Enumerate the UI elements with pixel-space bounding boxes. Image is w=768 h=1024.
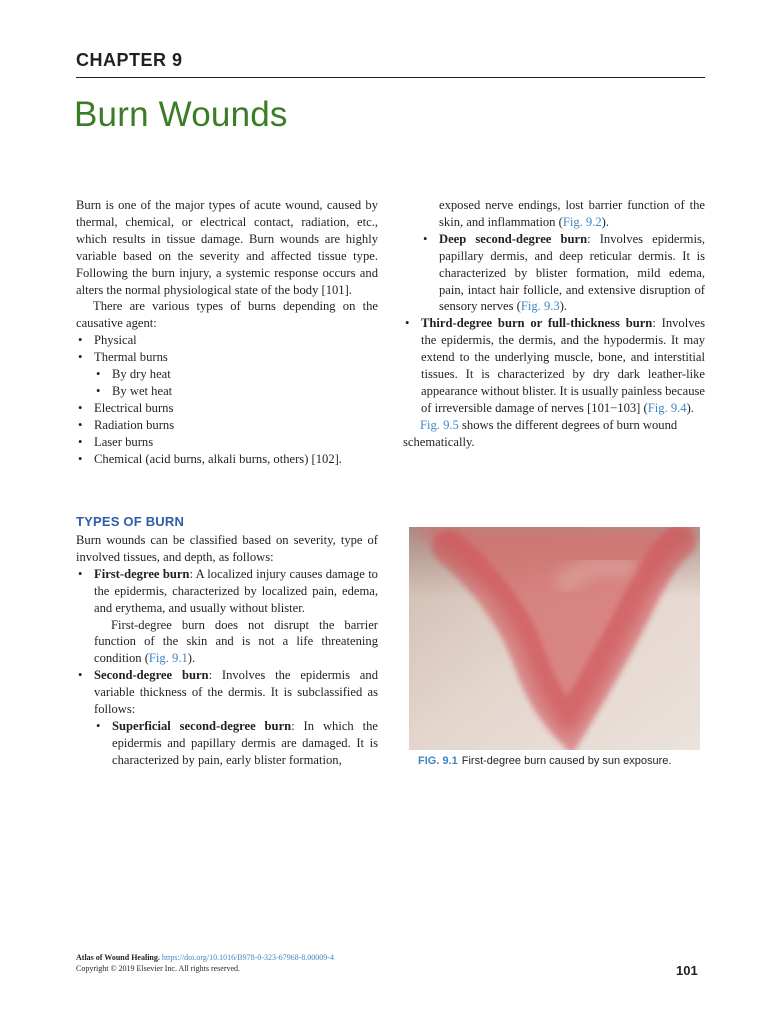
bullet-icon: •	[78, 350, 83, 365]
fig-9-5-link[interactable]: Fig. 9.5	[420, 417, 459, 432]
bullet-icon: •	[78, 417, 83, 432]
figure-caption-text: First-degree burn caused by sun exposure.	[461, 755, 672, 767]
fig-9-3-link[interactable]: Fig. 9.3	[520, 299, 560, 314]
book-title: Atlas of Wound Healing.	[76, 953, 160, 962]
term-third-degree: Third-degree burn or full-thickness burn	[421, 316, 653, 331]
citation-line	[76, 952, 334, 963]
bullet-icon: •	[78, 333, 83, 348]
fig-9-5-paragraph: Fig. 9.5 shows the different degrees of burn wound schematically.	[403, 417, 678, 449]
copyright-text: Copyright © 2019 Elsevier Inc. All rights reserved.	[76, 964, 241, 973]
right-column	[403, 197, 705, 451]
page-number: 101	[676, 963, 698, 978]
chapter-divider	[76, 77, 705, 78]
list-item: • Laser burns	[78, 434, 154, 449]
figure-label: FIG. 9.1	[418, 755, 458, 767]
term-deep-second-degree: Deep second-degree burn	[439, 231, 588, 246]
sub-list-item: • By wet heat	[96, 383, 173, 398]
term-first-degree: First-degree burn	[94, 566, 190, 581]
bullet-icon: •	[78, 668, 83, 683]
term-superficial: Superficial second-degree burn	[112, 718, 292, 733]
bullet-icon: •	[78, 434, 83, 449]
types-of-burn-section	[76, 532, 378, 769]
sub-list-item: • Superficial second-degree burn: In which the epidermis and papillary dermis are damaged. It is characterized by pain, early blister formation,	[96, 718, 378, 767]
fig-9-4-link[interactable]: Fig. 9.4	[647, 400, 687, 415]
list-item: • Second-degree burn: Involves the epidermis and variable thickness of the dermis. It is subclassified as follows:	[78, 668, 378, 717]
section-heading: TYPES OF BURN	[76, 514, 185, 529]
figure-caption	[418, 755, 671, 767]
chapter-label: CHAPTER 9	[76, 50, 183, 70]
sub-list-item: • Deep second-degree burn: Involves epidermis, papillary dermis, and deep reticular dermis. It is characterized by blister formation, mild edema, pain, intact hair follicle, and extensive disruption of sensory nerves (Fig. 9.3).	[423, 231, 705, 314]
fig-9-1-link[interactable]: Fig. 9.1	[148, 651, 188, 666]
footer	[76, 952, 334, 974]
list-item: • Chemical (acid burns, alkali burns, others) [102].	[78, 451, 342, 466]
list-item: • Radiation burns	[78, 417, 175, 432]
list-item: • Thermal burns	[78, 350, 168, 365]
bullet-icon: •	[78, 566, 83, 581]
continued-text: exposed nerve endings, lost barrier function of the skin, and inflammation (Fig. 9.2).	[439, 198, 705, 229]
intro-paragraph: Burn is one of the major types of acute wound, caused by thermal, chemical, or electrical contact, radiation, etc., which results in tissue damage. Burn wounds are highly variable based on the severity and affected tissue type. Following the burn injury, a systemic response occurs and alters the normal physiological state of the body [101].	[76, 198, 378, 297]
sub-list-item: • By dry heat	[96, 367, 171, 382]
burn-photo-illustration	[409, 527, 700, 750]
fig-9-2-link[interactable]: Fig. 9.2	[562, 214, 602, 229]
first-degree-note: First-degree burn does not disrupt the barrier function of the skin and is not a life threatening condition (Fig. 9.1).	[94, 617, 378, 666]
list-item: • Third-degree burn or full-thickness burn: Involves the epidermis, the dermis, and the hypodermis. It may extend to the underlying muscle, bone, and interstitial tissues. It is characterized by dry dark leather-like appearance without blister. It is usually painless because of irreversible damage of nerves [101−103] (Fig. 9.4).	[405, 316, 705, 415]
left-column	[76, 197, 378, 468]
list-item: • First-degree burn: A localized injury causes damage to the epidermis, characterized by localized pain, edema, and erythema, and usually without blister.	[78, 566, 378, 615]
bullet-icon: •	[96, 383, 101, 398]
bullet-icon: •	[405, 316, 410, 331]
figure-photo	[409, 527, 700, 750]
doi-link[interactable]: https://doi.org/10.1016/B978-0-323-67968-8.00009-4	[161, 953, 334, 962]
bullet-icon: •	[96, 367, 101, 382]
bullet-icon: •	[96, 718, 101, 733]
causative-paragraph: There are various types of burns depending on the causative agent:	[76, 299, 378, 331]
bullet-icon: •	[78, 451, 83, 466]
bullet-icon: •	[423, 231, 428, 246]
term-second-degree: Second-degree burn	[94, 668, 209, 683]
list-item: • Electrical burns	[78, 400, 174, 415]
chapter-title: Burn Wounds	[74, 95, 288, 134]
bullet-icon: •	[78, 400, 83, 415]
section-intro: Burn wounds can be classified based on severity, type of involved tissues, and depth, as follows:	[76, 533, 378, 564]
list-item: • Physical	[78, 333, 137, 348]
